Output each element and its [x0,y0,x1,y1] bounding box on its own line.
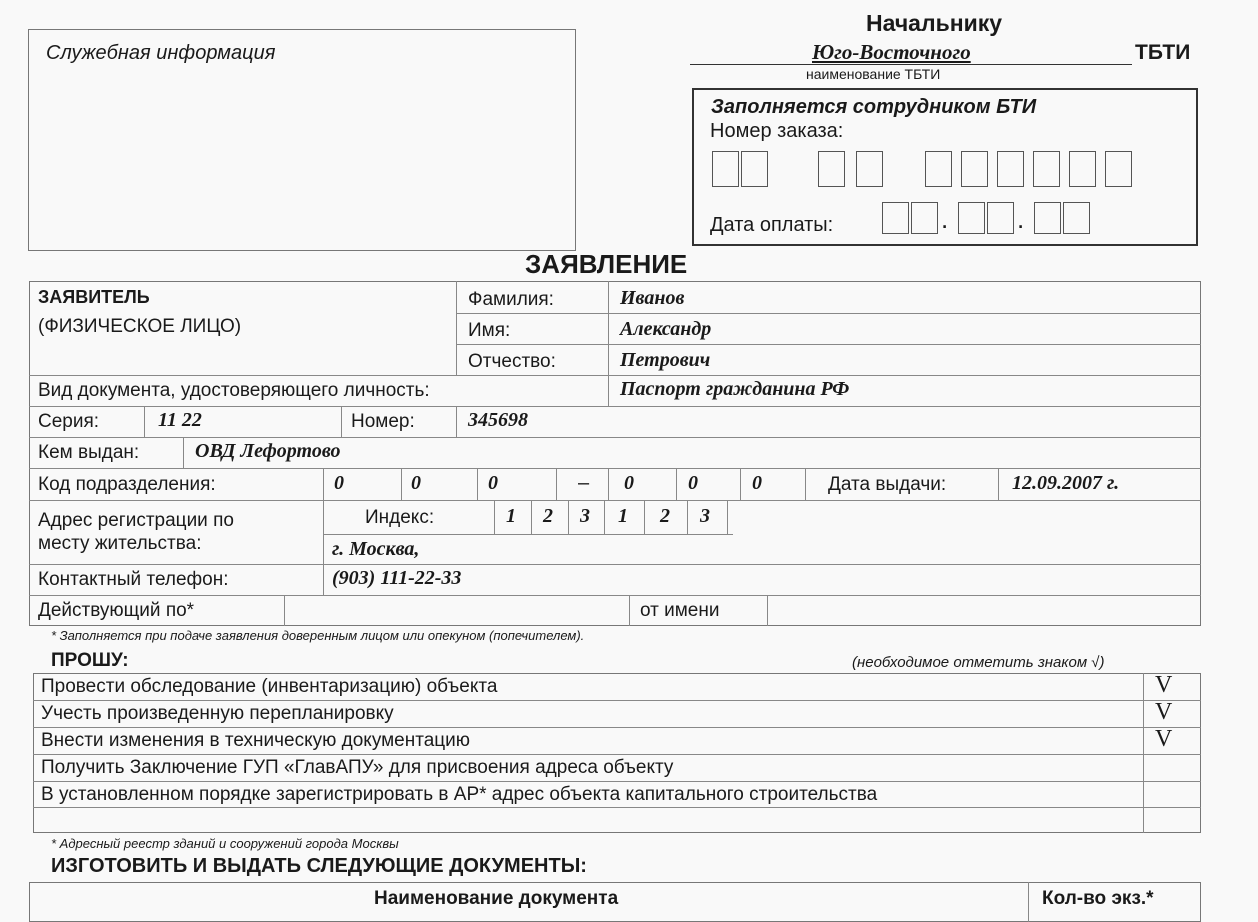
col-divider [183,437,184,468]
row-divider [456,313,1201,314]
org-name-value: Юго-Восточного [812,40,971,64]
row-divider [29,500,1201,501]
index-label: Индекс: [365,507,435,528]
col-divider [805,468,806,500]
col-divider [629,595,630,626]
footnote-trustee: * Заполняется при подаче заявления доверенным лицом или опекуном (попечителем). [51,628,585,643]
row-divider [29,564,1201,565]
date-digit-box[interactable] [882,202,909,234]
name-label: Имя: [468,320,511,341]
request-item: Внести изменения в техническую документацию [41,730,471,751]
row-divider [29,406,1201,407]
date-digit-box[interactable] [987,202,1014,234]
phone-value[interactable]: (903) 111-22-33 [332,567,462,589]
request-hint: (необходимое отметить знаком √) [852,654,1105,671]
date-separator: . [941,204,949,234]
address-value[interactable]: г. Москва, [332,538,420,560]
col-divider [767,595,768,626]
col-divider [1143,673,1144,833]
row-divider [29,375,1201,376]
surname-label: Фамилия: [468,289,554,310]
request-item: Провести обследование (инвентаризацию) объекта [41,676,498,697]
payment-date-label: Дата оплаты: [710,214,834,236]
row-divider [323,534,733,535]
order-digit-box[interactable] [961,151,988,187]
request-check-mark[interactable]: V [1155,726,1173,752]
col-divider [284,595,285,626]
col-divider [608,281,609,406]
dept-code-digit[interactable]: 0 [334,472,344,494]
number-label: Номер: [351,411,415,432]
request-item: Получить Заключение ГУП «ГлавАПУ» для присвоения адреса объекту [41,757,674,778]
doc-type-label: Вид документа, удостоверяющего личность: [38,380,430,401]
applicant-subheading: (ФИЗИЧЕСКОЕ ЛИЦО) [38,316,242,337]
documents-heading: ИЗГОТОВИТЬ И ВЫДАТЬ СЛЕДУЮЩИЕ ДОКУМЕНТЫ: [51,855,587,877]
patronymic-value[interactable]: Петрович [620,349,711,371]
col-divider [456,281,457,375]
date-separator: . [1017,204,1025,234]
dept-code-digit[interactable]: 0 [688,472,698,494]
request-item: В установленном порядке зарегистрировать в АР* адрес объекта капитального строительства [41,784,878,805]
col-divider [1028,882,1029,922]
row-divider [456,344,1201,345]
addressee-title: Начальнику [866,10,1003,36]
col-divider [556,468,557,500]
order-digit-box[interactable] [1069,151,1096,187]
surname-value[interactable]: Иванов [620,287,685,309]
series-value[interactable]: 11 22 [158,409,202,431]
org-suffix: ТБТИ [1135,41,1191,64]
org-name-line [690,64,1132,65]
applicant-heading: ЗАЯВИТЕЛЬ [38,287,150,307]
document-title: ЗАЯВЛЕНИЕ [525,249,688,279]
row-divider [29,595,1201,596]
patronymic-label: Отчество: [468,351,556,372]
col-divider [604,500,605,534]
date-digit-box[interactable] [911,202,938,234]
request-check-mark[interactable]: V [1155,699,1173,725]
col-divider [323,468,324,595]
col-divider [727,500,728,534]
col-divider [456,406,457,437]
footnote-registry: * Адресный реестр зданий и сооружений города Москвы [51,836,399,851]
col-divider [144,406,145,437]
request-heading: ПРОШУ: [51,650,129,671]
order-number-label: Номер заказа: [710,120,844,142]
col-divider [477,468,478,500]
index-digit[interactable]: 1 [506,505,516,527]
order-digit-box[interactable] [856,151,883,187]
dept-code-digit[interactable]: 0 [411,472,421,494]
date-digit-box[interactable] [1063,202,1090,234]
dept-code-digit[interactable]: 0 [624,472,634,494]
order-digit-box[interactable] [712,151,739,187]
doc-type-value[interactable]: Паспорт гражданина РФ [620,378,850,400]
order-digit-box[interactable] [1105,151,1132,187]
service-info-label: Служебная информация [46,42,276,64]
acting-label: Действующий по* [38,600,195,621]
bti-box-title: Заполняется сотрудником БТИ [711,96,1037,118]
issue-date-label: Дата выдачи: [828,474,947,495]
col-divider [494,500,495,534]
row-divider [29,468,1201,469]
issued-by-value[interactable]: ОВД Лефортово [195,440,341,462]
col-divider [401,468,402,500]
phone-label: Контактный телефон: [38,569,229,590]
row-divider [33,807,1201,808]
dept-code-label: Код подразделения: [38,474,216,495]
col-divider [531,500,532,534]
index-digit[interactable]: 3 [580,505,590,527]
date-digit-box[interactable] [1034,202,1061,234]
col-divider [608,468,609,500]
index-digit[interactable]: 3 [700,505,710,527]
row-divider [29,437,1201,438]
order-digit-box[interactable] [997,151,1024,187]
col-divider [687,500,688,534]
org-caption: наименование ТБТИ [806,66,941,82]
col-divider [676,468,677,500]
col-divider [740,468,741,500]
order-digit-box[interactable] [925,151,952,187]
number-value[interactable]: 345698 [468,409,528,431]
col-divider [998,468,999,500]
documents-col-name: Наименование документа [374,888,619,909]
service-info-box [28,29,576,251]
request-item: Учесть произведенную перепланировку [41,703,394,724]
index-digit[interactable]: 2 [660,505,670,527]
order-digit-box[interactable] [818,151,845,187]
dept-code-digit[interactable]: 0 [752,472,762,494]
col-divider [341,406,342,437]
row-divider [33,754,1201,755]
col-divider [644,500,645,534]
issued-by-label: Кем выдан: [38,442,140,463]
dept-code-digit[interactable]: 0 [488,472,498,494]
index-digit[interactable]: 2 [543,505,553,527]
series-label: Серия: [38,411,100,432]
order-digit-box[interactable] [1033,151,1060,187]
address-label-line2: месту жительства: [38,533,202,554]
address-label-line1: Адрес регистрации по [38,510,234,531]
col-divider [568,500,569,534]
order-digit-box[interactable] [741,151,768,187]
row-divider [33,727,1201,728]
name-value[interactable]: Александр [620,318,712,340]
on-behalf-label: от имени [640,600,720,621]
date-digit-box[interactable] [958,202,985,234]
documents-col-count: Кол-во экз.* [1042,888,1154,909]
request-check-mark[interactable]: V [1155,672,1173,698]
dept-code-dash: – [578,472,590,494]
row-divider [33,781,1201,782]
row-divider [33,700,1201,701]
index-digit[interactable]: 1 [618,505,628,527]
issue-date-value[interactable]: 12.09.2007 г. [1012,472,1120,494]
